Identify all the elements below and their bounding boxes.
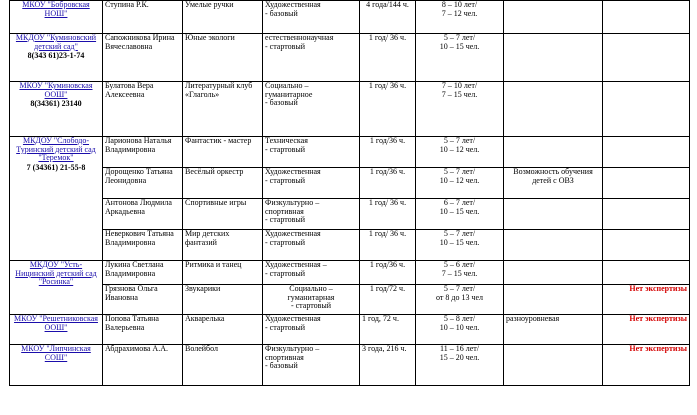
teacher-cell: Дорощенко Татьяна Леонидовна [103, 168, 183, 199]
org-link[interactable]: МКДОУ "Куминовский детский сад" [15, 33, 97, 51]
program-cell: Звукарики [183, 285, 263, 315]
direction-cell: Физкультурно – спортивная - базовый [263, 345, 360, 386]
program-cell: Акварелька [183, 315, 263, 345]
duration-cell: 1 год/36 ч. [360, 137, 416, 168]
direction-cell: Художественная – - стартовый [263, 261, 360, 285]
table-row [10, 137, 690, 168]
org-cell [10, 315, 103, 345]
age-cell: 5 – 7 лет/ 10 – 12 чел. [416, 137, 504, 168]
org-link[interactable]: МКОУ "Решетниковская ООШ" [14, 314, 98, 332]
expertise-cell [603, 34, 690, 82]
age-cell: 6 – 7 лет/ 10 – 15 чел. [416, 199, 504, 230]
expertise-cell: Нет экспертизы [603, 315, 690, 345]
age-cell: 5 – 7 лет/ 10 – 12 чел. [416, 168, 504, 199]
program-cell: Фантастик - мастер [183, 137, 263, 168]
org-cell [10, 137, 103, 261]
program-cell: Мир детских фантазий [183, 230, 263, 261]
program-cell: Волейбол [183, 345, 263, 386]
age-cell: 8 – 10 лет/ 7 – 12 чел. [416, 1, 504, 34]
program-cell: Умелые ручки [183, 1, 263, 34]
duration-cell: 1 год/72 ч. [360, 285, 416, 315]
teacher-cell: Сапожникова Ирина Вячеславовна [103, 34, 183, 82]
expertise-cell: Нет экспертизы [603, 285, 690, 315]
note-cell [504, 285, 603, 315]
duration-cell: 1 год/ 36 ч. [360, 82, 416, 137]
note-cell: Возможность обучения детей с ОВЗ [504, 168, 603, 199]
duration-cell: 3 года, 216 ч. [360, 345, 416, 386]
age-cell: 5 – 6 лет/ 7 – 15 чел. [416, 261, 504, 285]
duration-cell: 4 года/144 ч. [360, 1, 416, 34]
direction-cell: Социально – гуманитарная - стартовый [263, 285, 360, 315]
age-cell: 5 – 7 лет/ от 8 до 13 чел [416, 285, 504, 315]
table-row [10, 345, 690, 386]
teacher-cell: Лукина Светлана Владимировна [103, 261, 183, 285]
age-cell: 11 – 16 лет/ 15 – 20 чел. [416, 345, 504, 386]
note-cell: разноуровневая [504, 315, 603, 345]
teacher-cell: Грязнова Ольга Ивановна [103, 285, 183, 315]
teacher-cell: Ларионова Наталья Владимировна [103, 137, 183, 168]
org-phone: 8(34361) 23140 [30, 99, 82, 109]
duration-cell: 1 год/ 36 ч. [360, 34, 416, 82]
org-link[interactable]: МКДОУ "Усть-Ницинский детский сад "Росинка" [15, 260, 97, 287]
note-cell [504, 1, 603, 34]
direction-cell: Художественная - стартовый [263, 230, 360, 261]
table-row [10, 285, 690, 315]
org-link[interactable]: МКОУ "Куминовская ООШ" [19, 81, 93, 99]
duration-cell: 1 год/ 36 ч. [360, 199, 416, 230]
teacher-cell: Абдрахимова А.А. [103, 345, 183, 386]
org-phone: 7 (34361) 21-55-8 [26, 162, 86, 172]
table-row [10, 230, 690, 261]
direction-cell: естественнонаучная - стартовый [263, 34, 360, 82]
direction-cell: Техническая - стартовый [263, 137, 360, 168]
direction-cell: Социально – гуманитарное - базовый [263, 82, 360, 137]
teacher-cell: Булатова Вера Алексеевна [103, 82, 183, 137]
table-row [10, 168, 690, 199]
expertise-cell [603, 1, 690, 34]
expertise-cell [603, 230, 690, 261]
expertise-cell [603, 168, 690, 199]
teacher-cell: Ступина Р.К. [103, 1, 183, 34]
expertise-cell [603, 261, 690, 285]
table-row [10, 199, 690, 230]
note-cell [504, 34, 603, 82]
programs-table [9, 0, 690, 386]
table-row [10, 34, 690, 82]
direction-cell: Художественная - стартовый [263, 315, 360, 345]
program-cell: Спортивные игры [183, 199, 263, 230]
org-cell [10, 261, 103, 315]
age-cell: 5 – 7 лет/ 10 – 15 чел. [416, 230, 504, 261]
program-cell: Весёлый оркестр [183, 168, 263, 199]
age-cell: 5 – 7 лет/ 10 – 15 чел. [416, 34, 504, 82]
table-row [10, 315, 690, 345]
org-cell [10, 82, 103, 137]
org-link[interactable]: МКОУ "Бобровская НОШ" [22, 0, 90, 18]
expertise-cell [603, 137, 690, 168]
program-cell: Юные экологи [183, 34, 263, 82]
age-cell: 7 – 10 лет/ 7 – 15 чел. [416, 82, 504, 137]
org-cell [10, 34, 103, 82]
note-cell [504, 261, 603, 285]
org-cell [10, 1, 103, 34]
org-cell [10, 345, 103, 386]
note-cell [504, 199, 603, 230]
direction-cell: Физкультурно – спортивная - стартовый [263, 199, 360, 230]
teacher-cell: Антонова Людмила Аркадьевна [103, 199, 183, 230]
note-cell [504, 82, 603, 137]
duration-cell: 1 год/ 36 ч. [360, 230, 416, 261]
org-link[interactable]: МКОУ "Липчинская СОШ" [21, 344, 91, 362]
duration-cell: 1 год/36 ч. [360, 168, 416, 199]
program-cell: Ритмика и танец [183, 261, 263, 285]
direction-cell: Художественная - стартовый [263, 168, 360, 199]
note-cell [504, 345, 603, 386]
note-cell [504, 230, 603, 261]
org-link[interactable]: МКДОУ "Слободо-Туринский детский сад "Теремок" [16, 136, 96, 163]
teacher-cell: Неверкович Татьяна Владимировна [103, 230, 183, 261]
expertise-cell [603, 199, 690, 230]
table-row [10, 1, 690, 34]
age-cell: 5 – 8 лет/ 10 – 10 чел. [416, 315, 504, 345]
expertise-cell [603, 82, 690, 137]
note-cell [504, 137, 603, 168]
duration-cell: 1 год, 72 ч. [360, 315, 416, 345]
expertise-cell: Нет экспертизы [603, 345, 690, 386]
direction-cell: Художественная - базовый [263, 1, 360, 34]
duration-cell: 1 год/36 ч. [360, 261, 416, 285]
table-row [10, 82, 690, 137]
teacher-cell: Попова Татьяна Валерьевна [103, 315, 183, 345]
table-row [10, 261, 690, 285]
program-cell: Литературный клуб «Глаголь» [183, 82, 263, 137]
org-phone: 8(343 61)23-1-74 [27, 51, 85, 61]
